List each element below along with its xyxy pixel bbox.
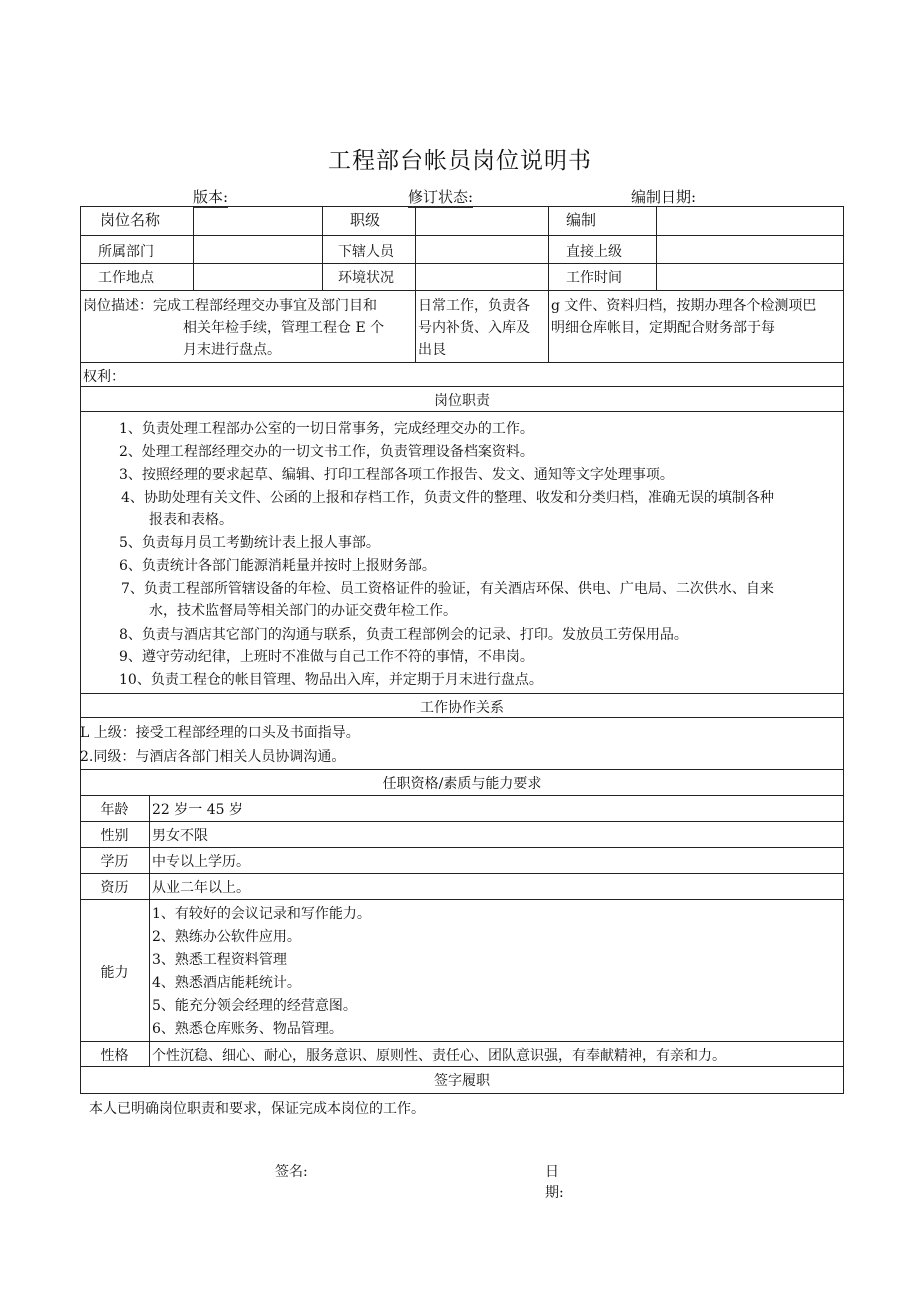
duties-header: 岗位职责 bbox=[434, 393, 490, 409]
age-value: 22 岁一 45 岁 bbox=[152, 802, 243, 818]
duty-item: 1、负责处理工程部办公室的一切日常事务，完成经理交办的工作。 bbox=[119, 421, 534, 437]
gender-label: 性别 bbox=[100, 828, 129, 844]
education-value: 中专以上学历。 bbox=[152, 854, 250, 870]
revision-label: 修订状态: bbox=[408, 188, 474, 206]
duty-item: 8、负责与酒店其它部门的沟通与联系，负责工程部例会的记录、打印。发放员工劳保用品。 bbox=[119, 627, 688, 643]
description-col2-line-1: 日常工作，负责各 bbox=[418, 298, 530, 314]
duty-item: 4、协助处理有关文件、公函的上报和存档工作，负责文件的整理、收发和分类归档，准确无误的填制各种 bbox=[121, 490, 774, 506]
cooperation-header: 工作协作关系 bbox=[420, 700, 504, 716]
duty-item-continued: 水，技术监督局等相关部门的办证交费年检工作。 bbox=[149, 603, 457, 619]
qualification-header: 任职资格/素质与能力要求 bbox=[382, 776, 542, 792]
date-sign-label: 日 bbox=[545, 1164, 559, 1180]
gender-value: 男女不限 bbox=[152, 828, 208, 844]
experience-value: 从业二年以上。 bbox=[152, 880, 250, 896]
signature-header: 签字履职 bbox=[434, 1073, 490, 1089]
ability-item: 4、熟悉酒店能耗统计。 bbox=[152, 975, 301, 991]
ability-item: 1、有较好的会议记录和写作能力。 bbox=[152, 906, 371, 922]
ability-item: 6、熟悉仓库账务、物品管理。 bbox=[152, 1021, 343, 1037]
duty-item: 5、负责每月员工考勤统计表上报人事部。 bbox=[119, 535, 380, 551]
age-label: 年龄 bbox=[100, 802, 129, 818]
location-label: 工作地点 bbox=[98, 270, 154, 286]
department-label: 所属部门 bbox=[98, 244, 154, 260]
description-line-1: 岗位描述：完成工程部经理交办事宜及部门目和 bbox=[83, 298, 377, 314]
description-col3-line-2: 明细仓库帐目，定期配合财务部于每 bbox=[551, 320, 775, 336]
page-title: 工程部台帐员岗位说明书 bbox=[328, 148, 592, 174]
commitment-text: 本人已明确岗位职责和要求，保证完成本岗位的工作。 bbox=[89, 1101, 425, 1117]
environment-label: 环境状况 bbox=[338, 270, 394, 286]
ability-item: 2、熟练办公软件应用。 bbox=[152, 929, 301, 945]
description-line-3: 月末进行盘点。 bbox=[183, 342, 281, 358]
description-col3-line-1: g 文件、资料归档，按期办理各个检测项巴 bbox=[551, 298, 817, 314]
education-label: 学历 bbox=[100, 854, 129, 870]
level-label: 职级 bbox=[350, 211, 381, 229]
date-sign-label-2: 期: bbox=[545, 1185, 564, 1201]
version-label: 版本: bbox=[193, 188, 229, 206]
duty-item: 10、负责工程仓的帐目管理、物品出入库，并定期于月末进行盘点。 bbox=[119, 672, 543, 688]
ability-label: 能力 bbox=[100, 965, 129, 981]
work-hours-label: 工作时间 bbox=[566, 270, 622, 286]
duty-item: 3、按照经理的要求起草、编辑、打印工程部各项工作报告、发文、通知等文字处理事项。 bbox=[119, 467, 674, 483]
duty-item: 7、负责工程部所管辖设备的年检、员工资格证件的验证，有关酒店环保、供电、广电局、二次供水、自来 bbox=[121, 581, 774, 597]
description-line-2: 相关年检手续，管理工程仓 E 个 bbox=[183, 320, 385, 336]
prepared-label: 编制 bbox=[566, 211, 597, 229]
supervisor-label: 直接上级 bbox=[566, 244, 622, 260]
date-label: 编制日期: bbox=[631, 188, 697, 206]
ability-item: 5、能充分领会经理的经营意图。 bbox=[152, 998, 357, 1014]
experience-label: 资历 bbox=[100, 880, 129, 896]
duty-item: 6、负责统计各部门能源消耗量并按时上报财务部。 bbox=[119, 558, 436, 574]
cooperation-item: 2.同级：与酒店各部门相关人员协调沟通。 bbox=[80, 749, 346, 765]
duty-item: 9、遵守劳动纪律，上班时不准做与自己工作不符的事情，不串岗。 bbox=[119, 649, 534, 665]
ability-item: 3、熟悉工程资料管理 bbox=[152, 952, 287, 968]
description-col2-line-2: 号内补货、入库及 bbox=[418, 320, 530, 336]
subordinates-label: 下辖人员 bbox=[338, 244, 394, 260]
cooperation-item: L 上级：接受工程部经理的口头及书面指导。 bbox=[80, 725, 360, 741]
rights-label: 权利： bbox=[83, 369, 125, 385]
personality-value: 个性沉稳、细心、耐心，服务意识、原则性、责任心、团队意识强，有奉献精神，有亲和力。 bbox=[152, 1048, 726, 1064]
description-col2-line-3: 出艮 bbox=[418, 342, 446, 358]
duty-item-continued: 报表和表格。 bbox=[149, 512, 233, 528]
duty-item: 2、处理工程部经理交办的一切文书工作，负责管理设备档案资料。 bbox=[119, 444, 534, 460]
sign-label: 签名: bbox=[275, 1164, 308, 1180]
position-name-label: 岗位名称 bbox=[100, 211, 161, 229]
personality-label: 性格 bbox=[100, 1048, 129, 1064]
